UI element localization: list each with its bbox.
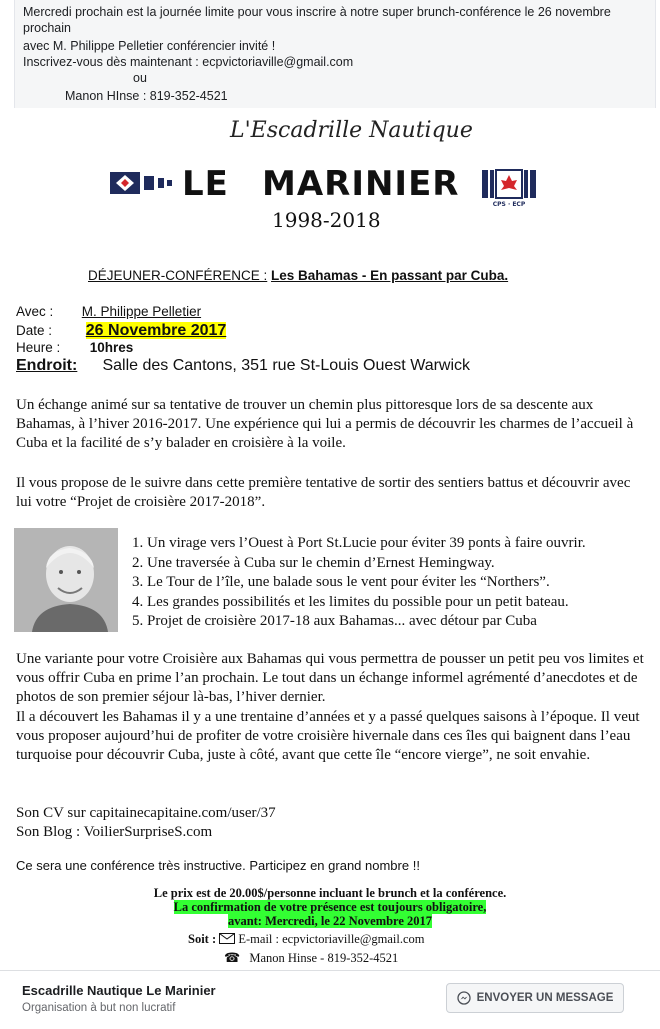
date-label: Date : [16, 323, 53, 338]
phone-icon: ☎ [224, 950, 241, 965]
caption-line-1: Mercredi prochain est la journée limite pour vous inscrire à notre super brunch-conférence le 26 novembre [23, 5, 611, 19]
send-message-button[interactable] [446, 983, 624, 1013]
speaker-photo [14, 528, 118, 632]
conference-topic: Les Bahamas - En passant par Cuba. [271, 268, 509, 283]
cps-label: CPS · ECP [492, 201, 526, 208]
cps-ecp-logo-icon [482, 168, 536, 208]
avec-label: Avec : [16, 304, 54, 319]
page-category: Organisation à but non lucratif [22, 1002, 176, 1014]
messenger-icon [457, 991, 471, 1005]
list-item: 5. Projet de croisière 2017-18 aux Bahamas... avec détour par Cuba [132, 613, 537, 629]
email-contact [188, 932, 424, 947]
cv-link: Son CV sur capitainecapitaine.com/user/37 [16, 805, 276, 821]
date-value: 26 Novembre 2017 [85, 322, 227, 339]
detail-heure [16, 340, 133, 355]
page-footer [0, 970, 660, 1029]
title-marinier: MARINIER [262, 164, 460, 204]
caption-line-2: prochain [23, 21, 71, 35]
years: 1998-2018 [272, 208, 381, 232]
closing-note: Ce sera une conférence très instructive. Participez en grand nombre !! [16, 858, 420, 873]
blog-link: Son Blog : VoilierSurpriseS.com [16, 824, 213, 840]
deadline-line [0, 914, 660, 928]
post-image-flyer[interactable] [0, 110, 660, 970]
post-caption [14, 0, 656, 108]
avec-value: M. Philippe Pelletier [81, 304, 202, 319]
conference-label: DÉJEUNER-CONFÉRENCE : [88, 268, 268, 283]
phone-contact [224, 950, 398, 966]
paragraph-variant: Une variante pour votre Croisière aux Bahamas qui vous permettra de pousser un petit peu vos limites et vous offrir Cuba en prime l’an prochain. Le tout dans un échange informel agrémenté d’anecdotes et de photos de son premier séjour là-bas, l’hiver dernier. [16, 651, 644, 705]
topics-list [132, 534, 586, 632]
caption-line-3: avec M. Philippe Pelletier conférencier invité ! [23, 39, 276, 53]
list-item: 4. Les grandes possibilités et les limites du possible pour un petit bateau. [132, 593, 569, 610]
script-heading: L'Escadrille Nautique [230, 118, 473, 143]
paragraph-history: Il a découvert les Bahamas il y a une trentaine d’années et y a passé quelques saisons à l’époque. Il veut vous proposer aujourd’hui de profiter de votre croisière hivernale dans ces îles qui baignent dans l’eau turquoise pour découvrir Cuba, juste à côté, avant que cette île “encore vierge”, ne soit envahie. [16, 709, 640, 763]
list-item: 1. Un virage vers l’Ouest à Port St.Lucie pour éviter 39 ponts à faire ouvrir. [132, 535, 586, 551]
conference-title [88, 268, 508, 283]
confirmation-text: La confirmation de votre présence est toujours obligatoire, [173, 900, 487, 914]
envelope-icon [219, 933, 235, 944]
endroit-label: Endroit: [16, 357, 78, 374]
caption-line-5: ou [133, 71, 147, 85]
price-line: Le prix est de 20.00$/personne incluant le brunch et la conférence. [153, 886, 507, 900]
endroit-value: Salle des Cantons, 351 rue St-Louis Ouest Warwick [102, 357, 471, 374]
caption-line-4: Inscrivez-vous dès maintenant : ecpvictoriaville@gmail.com [23, 55, 354, 69]
paragraph-intro: Un échange animé sur sa tentative de trouver un chemin plus pittoresque lors de sa descente aux Bahamas, à l’hiver 2016-2017. Une expérience qui lui a permis de découvrir les charmes de l’accueil à Cuba et la facilité de s’y balader en croisière à la voile. [16, 397, 634, 451]
email-text: E-mail : ecpvictoriaville@gmail.com [238, 932, 425, 946]
send-message-label: ENVOYER UN MESSAGE [476, 992, 614, 1004]
detail-endroit [16, 357, 470, 375]
detail-date [16, 322, 226, 340]
page-name[interactable]: Escadrille Nautique Le Marinier [22, 983, 216, 998]
caption-line-6: Manon HInse : 819-352-4521 [65, 89, 228, 103]
heure-value: 10hres [89, 340, 134, 355]
list-item: 2. Une traversée à Cuba sur le chemin d’Ernest Hemingway. [132, 554, 495, 571]
detail-avec [16, 304, 201, 319]
heure-label: Heure : [16, 340, 61, 355]
paragraph-proposal: Il vous propose de le suivre dans cette première tentative de sortir des sentiers battus et découvrir avec lui votre “Projet de croisière 2017-2018”. [16, 475, 631, 510]
deadline-text: avant: Mercredi, le 22 Novembre 2017 [227, 914, 433, 928]
phone-text: Manon Hinse - 819-352-4521 [249, 951, 399, 965]
burgee-flag-icon [110, 172, 174, 194]
list-item: 3. Le Tour de l’île, une balade sous le vent pour éviter les “Northers”. [132, 574, 550, 590]
soit-label: Soit : [188, 932, 217, 946]
confirmation-line [0, 900, 660, 914]
title-le: LE [182, 164, 229, 204]
